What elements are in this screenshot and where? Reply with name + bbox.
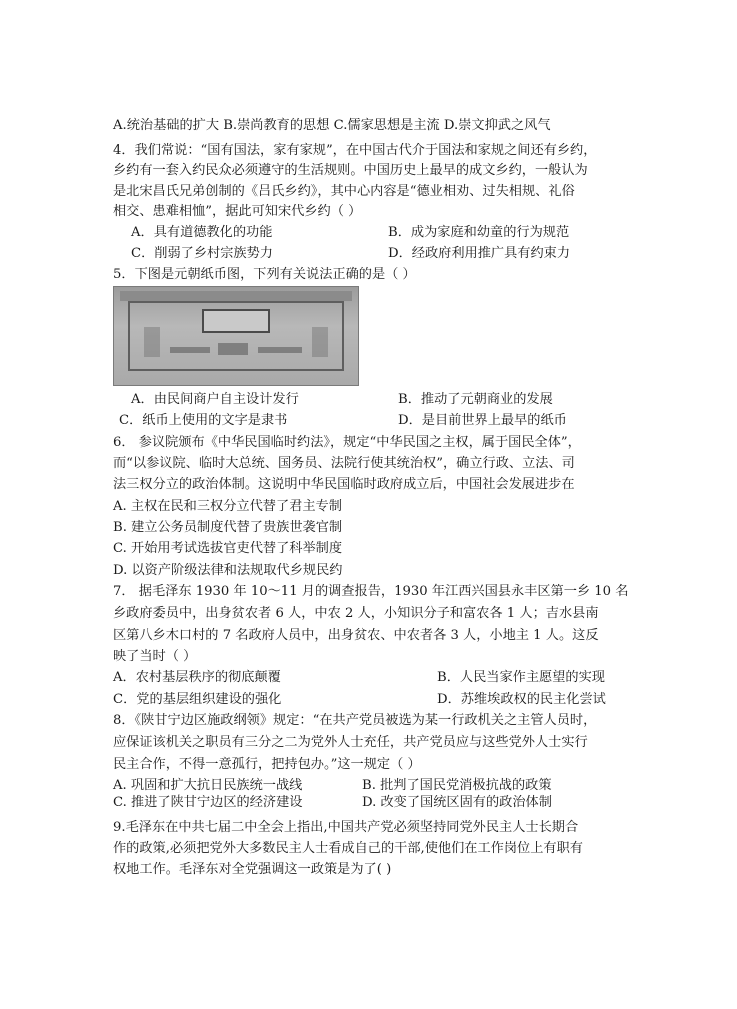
q5-option-a: A．由民间商户自主设计发行 bbox=[131, 392, 299, 407]
q7-option-a: A．农村基层秩序的彻底颠覆 bbox=[113, 670, 281, 685]
q8-stem-line-1: 8．《陕甘宁边区施政纲领》规定：“在共产党员被选为某一行政机关之主管人员时， bbox=[113, 713, 597, 728]
q6-option-a: A. 主权在民和三权分立代替了君主专制 bbox=[113, 499, 342, 514]
q8-option-d: D. 改变了国统区固有的政治体制 bbox=[362, 795, 552, 810]
q7-option-d: D．苏维埃政权的民主化尝试 bbox=[437, 692, 606, 707]
q4-option-a: A．具有道德教化的功能 bbox=[131, 225, 273, 240]
q3-options: A.统治基础的扩大 B.崇尚教育的思想 C.儒家思想是主流 D.崇文抑武之风气 bbox=[113, 118, 551, 133]
q7-stem-line-3: 区第八乡木口村的 7 名政府人员中，出身贫农、中农者各 3 人，小地主 1 人。这反 bbox=[113, 628, 599, 643]
q6-option-c: C. 开始用考试选拔官吏代替了科举制度 bbox=[113, 541, 343, 556]
q4-stem-line-2: 乡约有一套入约民众必须遵守的生活规则。中国历史上最早的成文乡约，一般认为 bbox=[113, 163, 588, 178]
q8-stem-line-2: 应保证该机关之职员有三分之二为党外人士充任，共产党员应与这些党外人士实行 bbox=[113, 735, 588, 750]
q6-stem-line-2: 而“以参议院、临时大总统、国务员、法院行使其统治权”，确立行政、立法、司 bbox=[113, 456, 575, 471]
q8-option-b: B. 批判了国民党消极抗战的政策 bbox=[362, 778, 552, 793]
q5-option-b: B．推动了元朝商业的发展 bbox=[398, 392, 553, 407]
q5-stem: 5．下图是元朝纸币图，下列有关说法正确的是（ ） bbox=[113, 267, 416, 282]
q7-option-b: B．人民当家作主愿望的实现 bbox=[437, 670, 605, 685]
q6-stem-line-1: 6． 参议院颁布《中华民国临时约法》，规定“中华民国之主权，属于国民全体”， bbox=[113, 435, 581, 450]
q7-stem-line-1: 7． 据毛泽东 1930 年 10～11 月的调查报告，1930 年江西兴国县永丰区第一乡 10 名 bbox=[113, 584, 629, 599]
q5-option-d: D．是目前世界上最早的纸币 bbox=[398, 413, 567, 428]
q9-stem-line-3: 权地工作。毛泽东对全党强调这一政策是为了( ) bbox=[113, 862, 392, 877]
q7-option-c: C．党的基层组织建设的强化 bbox=[113, 692, 282, 707]
q4-option-b: B．成为家庭和幼童的行为规范 bbox=[388, 225, 570, 240]
q6-option-b: B. 建立公务员制度代替了贵族世袭官制 bbox=[113, 520, 343, 535]
q7-stem-line-4: 映了当时（ ） bbox=[113, 649, 197, 664]
q4-option-d: D．经政府利用推广具有约束力 bbox=[388, 246, 571, 261]
q6-stem-line-3: 法三权分立的政治体制。这说明中华民国临时政府成立后，中国社会发展进步在 bbox=[113, 477, 575, 492]
yuan-paper-money-image bbox=[113, 286, 359, 386]
q9-stem-line-1: 9.毛泽东在中共七届二中全会上指出,中国共产党必须坚持同党外民主人士长期合 bbox=[113, 820, 579, 835]
q4-stem-line-4: 相交、患难相恤”，据此可知宋代乡约（ ） bbox=[113, 204, 362, 219]
q8-stem-line-3: 民主合作，不得一意孤行，把持包办。”这一规定（ ） bbox=[113, 757, 421, 772]
q7-stem-line-2: 乡政府委员中，出身贫农者 6 人，中农 2 人，小知识分子和富农各 1 人；吉水县南 bbox=[113, 606, 599, 621]
q8-option-a: A. 巩固和扩大抗日民族统一战线 bbox=[113, 778, 303, 793]
q8-option-c: C. 推进了陕甘宁边区的经济建设 bbox=[113, 795, 303, 810]
q4-stem-line-3: 是北宋昌氏兄弟创制的《吕氏乡约》，其中心内容是“德业相劝、过失相规、礼俗 bbox=[113, 184, 575, 199]
q5-option-c: C．纸币上使用的文字是隶书 bbox=[119, 413, 288, 428]
q4-stem-line-1: 4．我们常说：“国有国法，家有家规”，在中国古代介于国法和家规之间还有乡约， bbox=[113, 143, 597, 158]
q9-stem-line-2: 作的政策,必须把党外大多数民主人士看成自己的干部,使他们在工作岗位上有职有 bbox=[113, 841, 583, 856]
q6-option-d: D. 以资产阶级法律和法规取代乡规民约 bbox=[113, 563, 343, 578]
q4-option-c: C．削弱了乡村宗族势力 bbox=[131, 246, 273, 261]
